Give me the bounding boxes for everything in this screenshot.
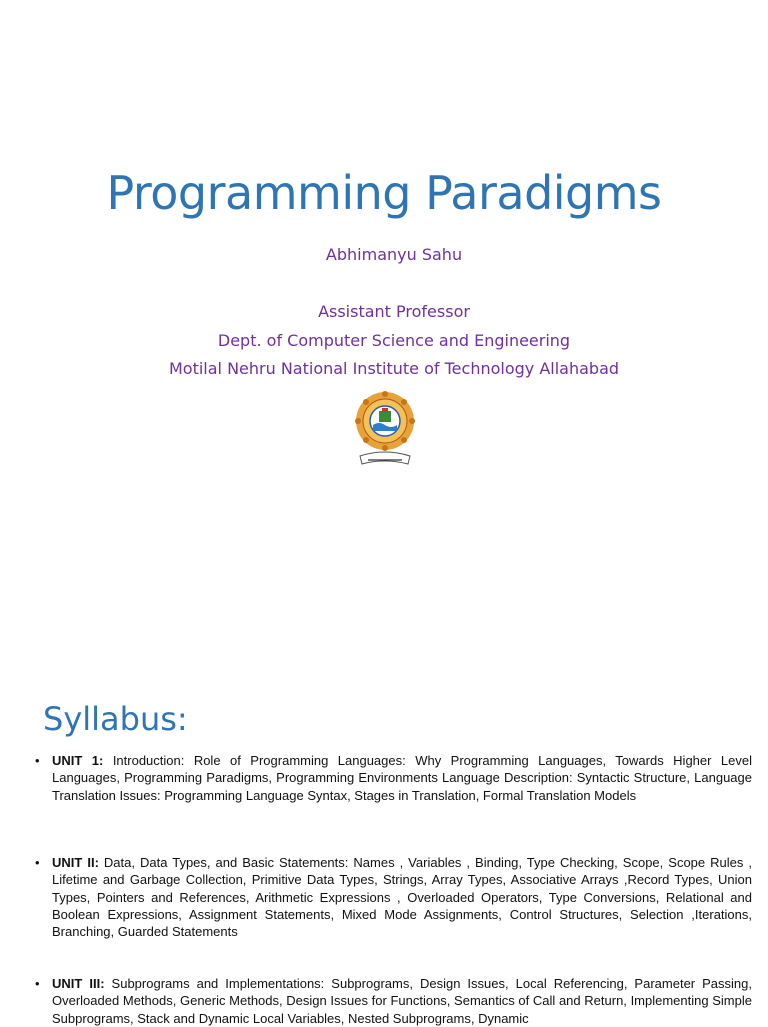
unit-label: UNIT II (52, 855, 95, 870)
unit-separator: : (94, 855, 99, 870)
unit-label: UNIT III (52, 976, 101, 991)
unit-separator: : (99, 753, 104, 768)
syllabus-title: Syllabus: (43, 700, 188, 738)
unit-text: Subprograms and Implementations: Subprograms, Design Issues, Local Referencing, Parameter Passing, Overloaded Methods, Generic Methods, Design Issues for Functions, Semantics of Call and Return, Implementing Simple Subprograms, Stack and Dynamic Local Variables, Nested Subprograms, Dynamic (52, 976, 752, 1026)
unit-text: Introduction: Role of Programming Languages: Why Programming Languages, Towards Higher Level Languages, Programming Paradigms, Programming Environments Language Description: Syntactic Structure, Language Translation Issues: Programming Language Syntax, Stages in Translation, Formal Translation Models (52, 753, 752, 803)
syllabus-slide (0, 690, 768, 1024)
author-institute: Motilal Nehru National Institute of Technology Allahabad (168, 359, 620, 378)
syllabus-unit-3 (35, 975, 752, 1027)
unit-text: Data, Data Types, and Basic Statements: Names , Variables , Binding, Type Checking, Scope, Scope Rules , Lifetime and Garbage Collection, Primitive Data Types, Strings, Array Types, Associative Arrays ,Record Types, Union Types, Pointers and References, Arithmetic Expressions , Overloaded Operators, Type Conversions, Relational and Boolean Expressions, Assignment Statements, Mixed Mode Assignments, Control Structures, Selection ,Iterations, Branching, Guarded Statements (52, 855, 752, 940)
unit-separator: : (100, 976, 105, 991)
institute-logo-icon (354, 390, 416, 470)
syllabus-unit-2 (35, 854, 752, 940)
bullet: • (35, 753, 40, 768)
author-role: Assistant Professor (318, 302, 470, 321)
unit-label: UNIT 1 (52, 753, 100, 768)
author-name: Abhimanyu Sahu (325, 245, 463, 264)
bullet: • (35, 976, 40, 991)
author-department: Dept. of Computer Science and Engineering (217, 331, 571, 350)
bullet: • (35, 855, 40, 870)
syllabus-unit-1 (35, 752, 752, 804)
slide-title: Programming Paradigms (106, 166, 662, 220)
